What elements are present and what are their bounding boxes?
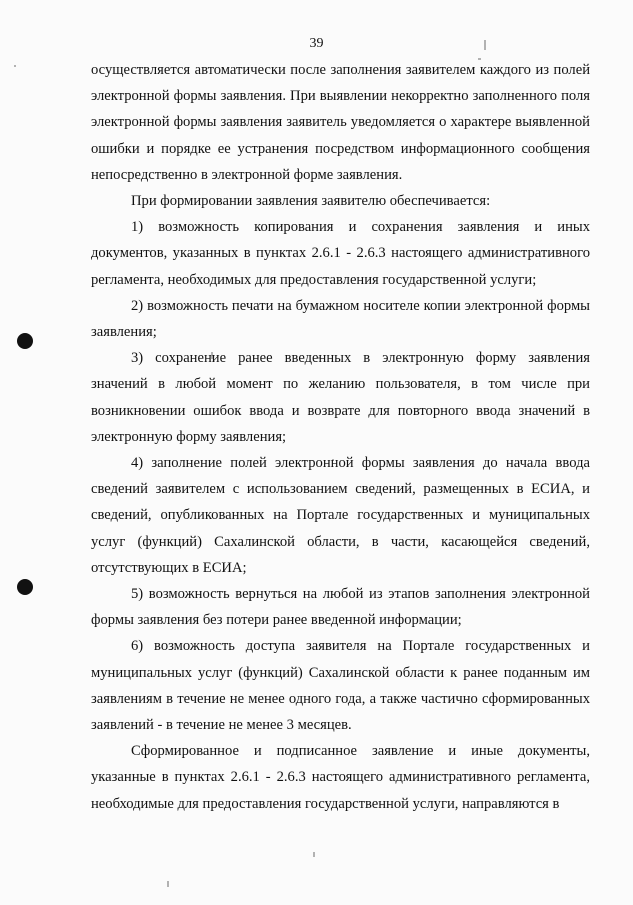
scan-speck — [313, 852, 315, 857]
paragraph-9: Сформированное и подписанное заявление и иные документы, указанные в пунктах 2.6.1 - 2.6.3 настоящего административного регламента, необходимые для предоставления государственной услуги, направляются в — [91, 743, 590, 812]
paragraph-6: 4) заполнение полей электронной формы заявления до начала ввода сведений заявителем с использованием сведений, размещенных в ЕСИА, и сведений, опубликованных на Портале государственных и муниципальных услуг (функций) Сахалинской области, в части, касающейся сведений, отсутствующих в ЕСИА; — [91, 455, 590, 576]
paragraph-4: 2) возможность печати на бумажном носителе копии электронной формы заявления; — [91, 297, 590, 341]
scan-speck — [14, 65, 16, 67]
page-number: 39 — [309, 36, 324, 51]
scan-speck — [484, 40, 486, 50]
paragraph-1: осуществляется автоматически после заполнения заявителем каждого из полей электронной формы заявления. При выявлении некорректно заполненного поля электронной формы заявления заявитель уведомляется о характере выявленной ошибки и порядке ее устранения посредством информационного сообщения непосредственно в электронной форме заявления. — [91, 62, 590, 183]
paragraph-7: 5) возможность вернуться на любой из этапов заполнения электронной формы заявления без потери ранее введенной информации; — [91, 586, 590, 629]
paragraph-2: При формировании заявления заявителю обеспечивается: — [131, 193, 491, 210]
paragraph-3: 1) возможность копирования и сохранения заявления и иных документов, указанных в пунктах 2.6.1 - 2.6.3 настоящего административного регламента, необходимых для предоставления государственной услуги; — [91, 219, 590, 288]
punch-hole-mark-top — [17, 333, 33, 349]
paragraph-8: 6) возможность доступа заявителя на Портале государственных и муниципальных услуг (функций) Сахалинской области к ранее поданным им заявлениям в течение не менее одного года, а также частично сформированных заявлений - в течение не менее 3 месяцев. — [91, 638, 590, 734]
punch-hole-mark-bottom — [17, 579, 33, 595]
paragraph-5: 3) сохранение ранее введенных в электронную форму заявления значений в любой момент по желанию пользователя, в том числе при возникновении ошибок ввода и возврате для повторного ввода значений в электронную форму заявления; — [91, 350, 590, 445]
body-text — [91, 57, 590, 817]
scan-speck — [167, 881, 169, 887]
